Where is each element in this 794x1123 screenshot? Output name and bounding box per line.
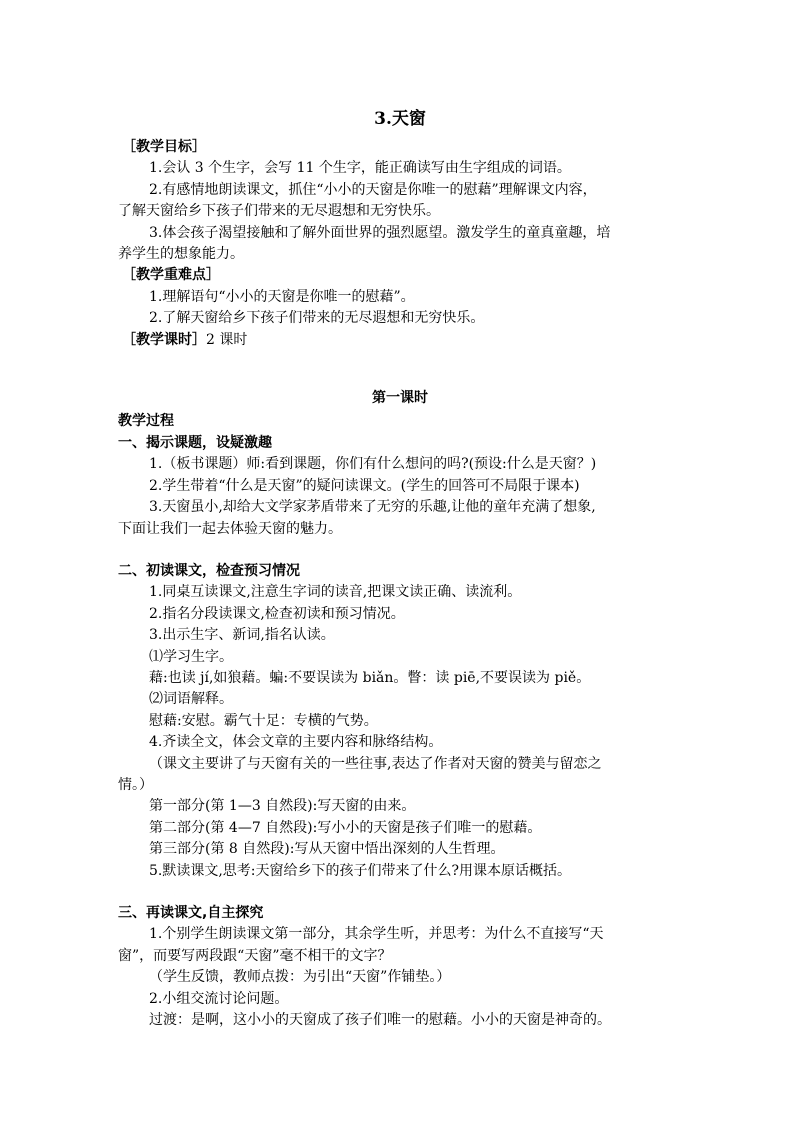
part3-line: 2.小组交流讨论问题。	[149, 990, 289, 1007]
part2-line: 1.同桌互读课文,注意生字词的读音,把课文读正确、读流利。	[149, 584, 522, 601]
hours-value: 2 课时	[206, 331, 248, 348]
part1-heading: 一、揭示课题，设疑激趣	[118, 434, 272, 451]
process-heading: 教学过程	[118, 413, 174, 430]
spacer	[118, 882, 678, 903]
part3-line: 过渡：是啊，这小小的天窗成了孩子们唯一的慰藉。小小的天窗是神奇的。	[149, 1012, 611, 1029]
key-points-heading: ［教学重难点］	[122, 267, 220, 284]
key-point-item: 2.了解天窗给乡下孩子们带来的无尽遐想和无穷快乐。	[149, 310, 485, 327]
goals-heading: ［教学目标］	[122, 139, 206, 155]
part2-line: ⑵词语解释。	[149, 691, 233, 708]
hours-heading: ［教学课时］	[122, 331, 206, 348]
spacer	[118, 540, 678, 561]
document-title: 3.天窗	[374, 109, 426, 129]
part2-line: 第三部分(第 8 自然段):写从天窗中悟出深刻的人生哲理。	[149, 841, 505, 858]
goal-item: 2.有感情地朗读课文，抓住“小小的天窗是你唯一的慰藉”理解课文内容，	[149, 181, 597, 198]
part2-line: 第二部分(第 4—7 自然段):写小小的天窗是孩子们唯一的慰藉。	[149, 819, 542, 836]
part2-line: 第一部分(第 1—3 自然段):写天窗的由来。	[149, 798, 416, 815]
goal-item: 了解天窗给乡下孩子们带来的无尽遐想和无穷快乐。	[118, 203, 440, 220]
lesson-one-heading: 第一课时	[372, 390, 428, 407]
goal-item: 3.体会孩子渴望接触和了解外面世界的强烈愿望。激发学生的童真童趣，培	[149, 224, 611, 241]
goal-item: 养学生的想象能力。	[118, 246, 244, 263]
part1-line: 2.学生带着“什么是天窗”的疑问读课文。(学生的回答可不局限于课本)	[149, 477, 580, 494]
lesson-plan	[118, 106, 678, 1031]
key-point-item: 1.理解语句“小小的天窗是你唯一的慰藉”。	[149, 288, 415, 305]
part2-line: （课文主要讲了与天窗有关的一些往事,表达了作者对天窗的赞美与留恋之	[149, 755, 602, 772]
hours-line	[122, 330, 678, 351]
part3-line: 1.个别学生朗读课文第一部分，其余学生听，并思考：为什么不直接写“天	[149, 926, 604, 943]
part2-line: 慰藉:安慰。霸气十足：专横的气势。	[149, 712, 378, 729]
part2-line: 藉:也读 jí,如狼藉。蝙:不要误读为 biǎn。瞥：读 piē,不要误读为 piě。	[149, 669, 591, 686]
goal-item: 1.会认 3 个生字，会写 11 个生字，能正确读写由生字组成的词语。	[149, 160, 571, 177]
part2-line: 2.指名分段读课文,检查初读和预习情况。	[149, 605, 405, 622]
part3-line: （学生反馈，教师点拨：为引出“天窗”作铺垫。）	[149, 969, 451, 986]
part2-line: 3.出示生字、新词,指名认读。	[149, 627, 335, 644]
part2-line: 情。）	[118, 776, 153, 793]
part1-line: 1.（板书课题）师:看到课题，你们有什么想问的吗?(预设:什么是天窗？)	[149, 456, 597, 473]
part3-line: 窗”，而要写两段跟“天窗”毫不相干的文字？	[118, 947, 392, 964]
part3-heading: 三、再读课文,自主探究	[118, 905, 264, 921]
part1-line: 3.天窗虽小,却给大文学家茅盾带来了无穷的乐趣,让他的童年充满了想象,	[149, 499, 596, 516]
part1-line: 下面让我们一起去体验天窗的魅力。	[118, 520, 342, 537]
part2-heading: 二、初读课文，检查预习情况	[118, 562, 300, 579]
part2-line: 5.默读课文,思考:天窗给乡下的孩子们带来了什么?用课本原话概括。	[149, 862, 572, 879]
part2-line: ⑴学习生字。	[149, 648, 233, 665]
part2-line: 4.齐读全文，体会文章的主要内容和脉络结构。	[149, 734, 443, 751]
